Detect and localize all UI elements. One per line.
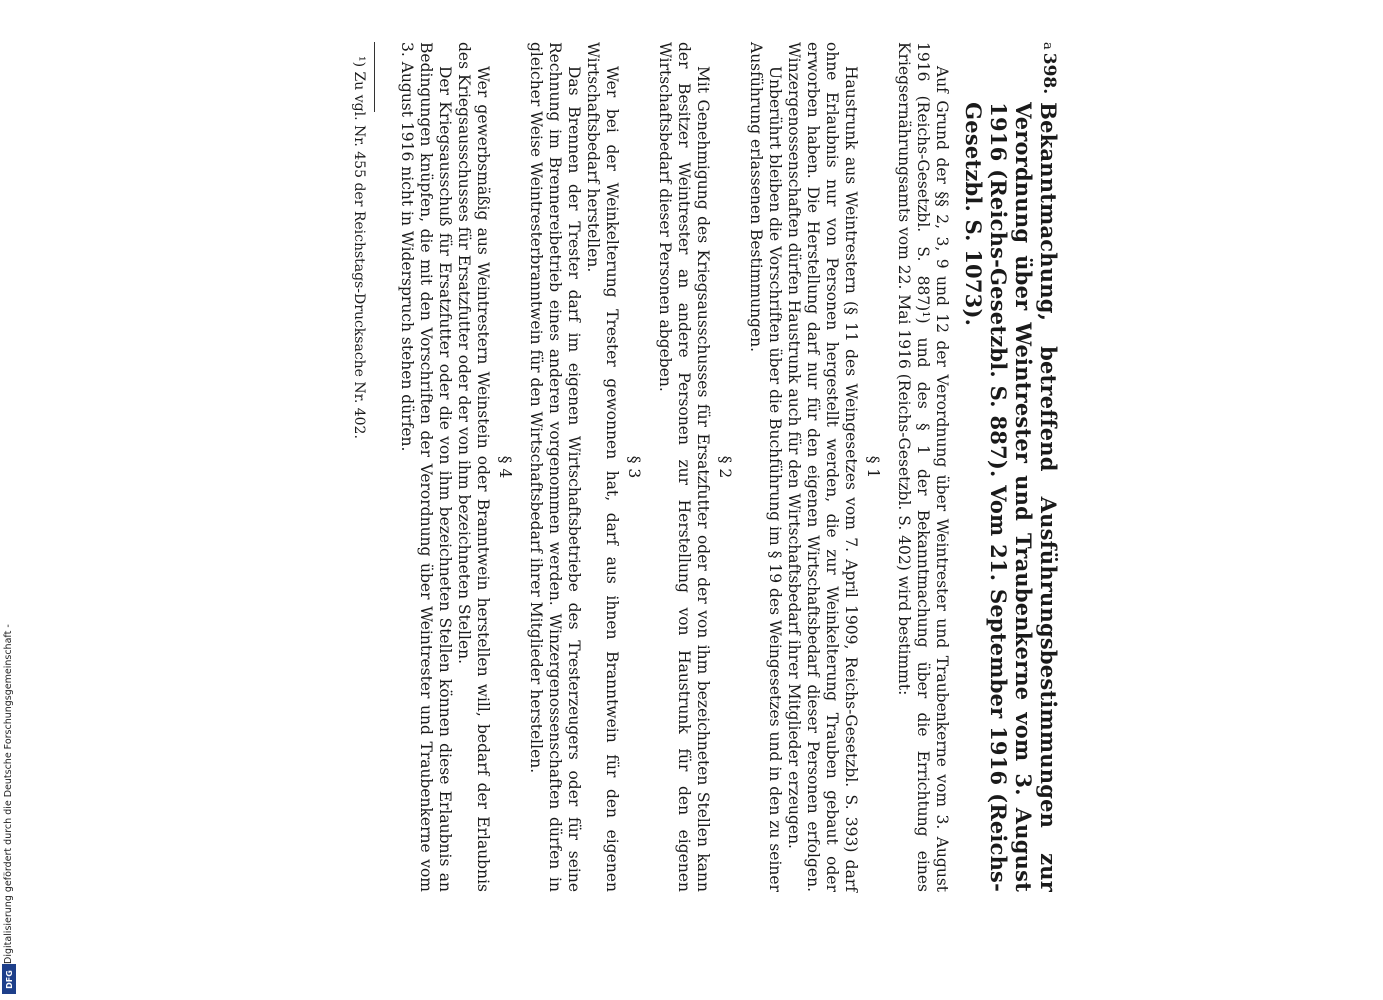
section-3-paragraph-2: Das Brennen der Trester darf im eigenen Wirtschaftsbetriebe des Tresterzeugers oder für seine Rechnung im Brennereibetrieb eines anderen vorgenommen werden. Winzergenossenschaften dürfen in gleicher Weise Weintresterbranntwein für den Wirtschaftsbedarf ihrer Mitglieder herstellen. (527, 42, 583, 892)
section-label-1: § 1 (864, 455, 882, 479)
section-3-paragraph-1: Wer bei der Weinkelterung Trester gewonnen hat, darf aus ihnen Branntwein für den eigenen Wirtschaftsbedarf herstellen. (584, 42, 621, 892)
dfg-logo-text: DFG (4, 969, 14, 989)
section-1-paragraph-2: Unberührt bleiben die Vorschriften über die Buchführung im § 19 des Weingesetzes und in den zu seiner Ausführung erlassenen Bestimmungen. (747, 42, 784, 892)
document-number-value: 398. (1039, 52, 1059, 95)
text-block (349, 42, 1061, 892)
footnote: ¹) Zu vgl. Nr. 455 der Reichstags-Drucksache Nr. 402. (351, 56, 367, 439)
section-2-paragraph-1: Mit Genehmigung des Kriegsausschusses für Ersatzfutter oder der von ihm bezeichneten Stellen kann der Besitzer Weintrester an andere Personen zur Herstellung von Haustrunk für den eigenen Wirtschaftsbedarf dieser Personen abgeben. (656, 42, 712, 892)
section-label-3: § 3 (625, 455, 643, 479)
intro-paragraph: Auf Grund der §§ 2, 3, 9 und 12 der Verordnung über Weintrester und Traubenkerne vom 3. August 1916 (Reichs-Gesetzbl. S. 887)¹) und des § 1 der Bekanntmachung über die Errichtung eines Kriegsernährungsamts vom 22. Mai 1916 (Reichs-Gesetzbl. S. 402) wird bestimmt: (895, 42, 951, 892)
document-heading (961, 42, 1061, 892)
section-1-paragraph-1: Haustrunk aus Weintrestern (§ 11 des Weingesetzes vom 7. April 1909, Reichs-Gesetzbl. S. 393) darf ohne Erlaubnis nur von Personen hergestellt werden, die zur Weinkelterung Trauben gebaut oder erworben haben. Die Herstellung darf nur für den eigenen Wirtschaftsbedarf dieser Personen erfolgen. Winzergenossenschaften dürfen Haustrunk auch für den Wirtschaftsbedarf ihrer Mitglieder erzeugen. (785, 42, 860, 892)
section-4-paragraph-2: Der Kriegsausschuß für Ersatzfutter oder die von ihm bezeichneten Stellen können diese Erlaubnis an Bedingungen knüpfen, die mit den Vorschriften der Verordnung über Weintrester und Traubenkerne vom 3. August 1916 nicht in Widerspruch stehen dürfen. (398, 42, 454, 892)
side-credit-strip (2, 604, 16, 996)
section-4-paragraph-1: Wer gewerbsmäßig aus Weintrestern Weinstein oder Branntwein herstellen will, bedarf der Erlaubnis des Kriegsausschusses für Ersatzfutter oder der von ihm bezeichneten Stellen. (455, 42, 492, 892)
section-label-2: § 2 (716, 455, 734, 479)
digitization-credit: Digitalisierung gefördert durch die Deutsche Forschungsgemeinschaft - (3, 624, 14, 964)
section-label-4: § 4 (496, 455, 514, 479)
document-title: Bekanntmachung, betreffend Ausführungsbestimmungen zur Verordnung über Weintrester und Traubenkerne vom 3. August 1916 (Reichs-Gesetzbl. S. 887). Vom 21. September 1916 (Reichs-Gesetzbl. S. 1073). (961, 102, 1061, 892)
footnote-rule (374, 42, 375, 112)
dfg-logo-icon (2, 964, 16, 994)
document-number (1035, 42, 1061, 94)
document-number-prefix: a (1040, 42, 1055, 50)
